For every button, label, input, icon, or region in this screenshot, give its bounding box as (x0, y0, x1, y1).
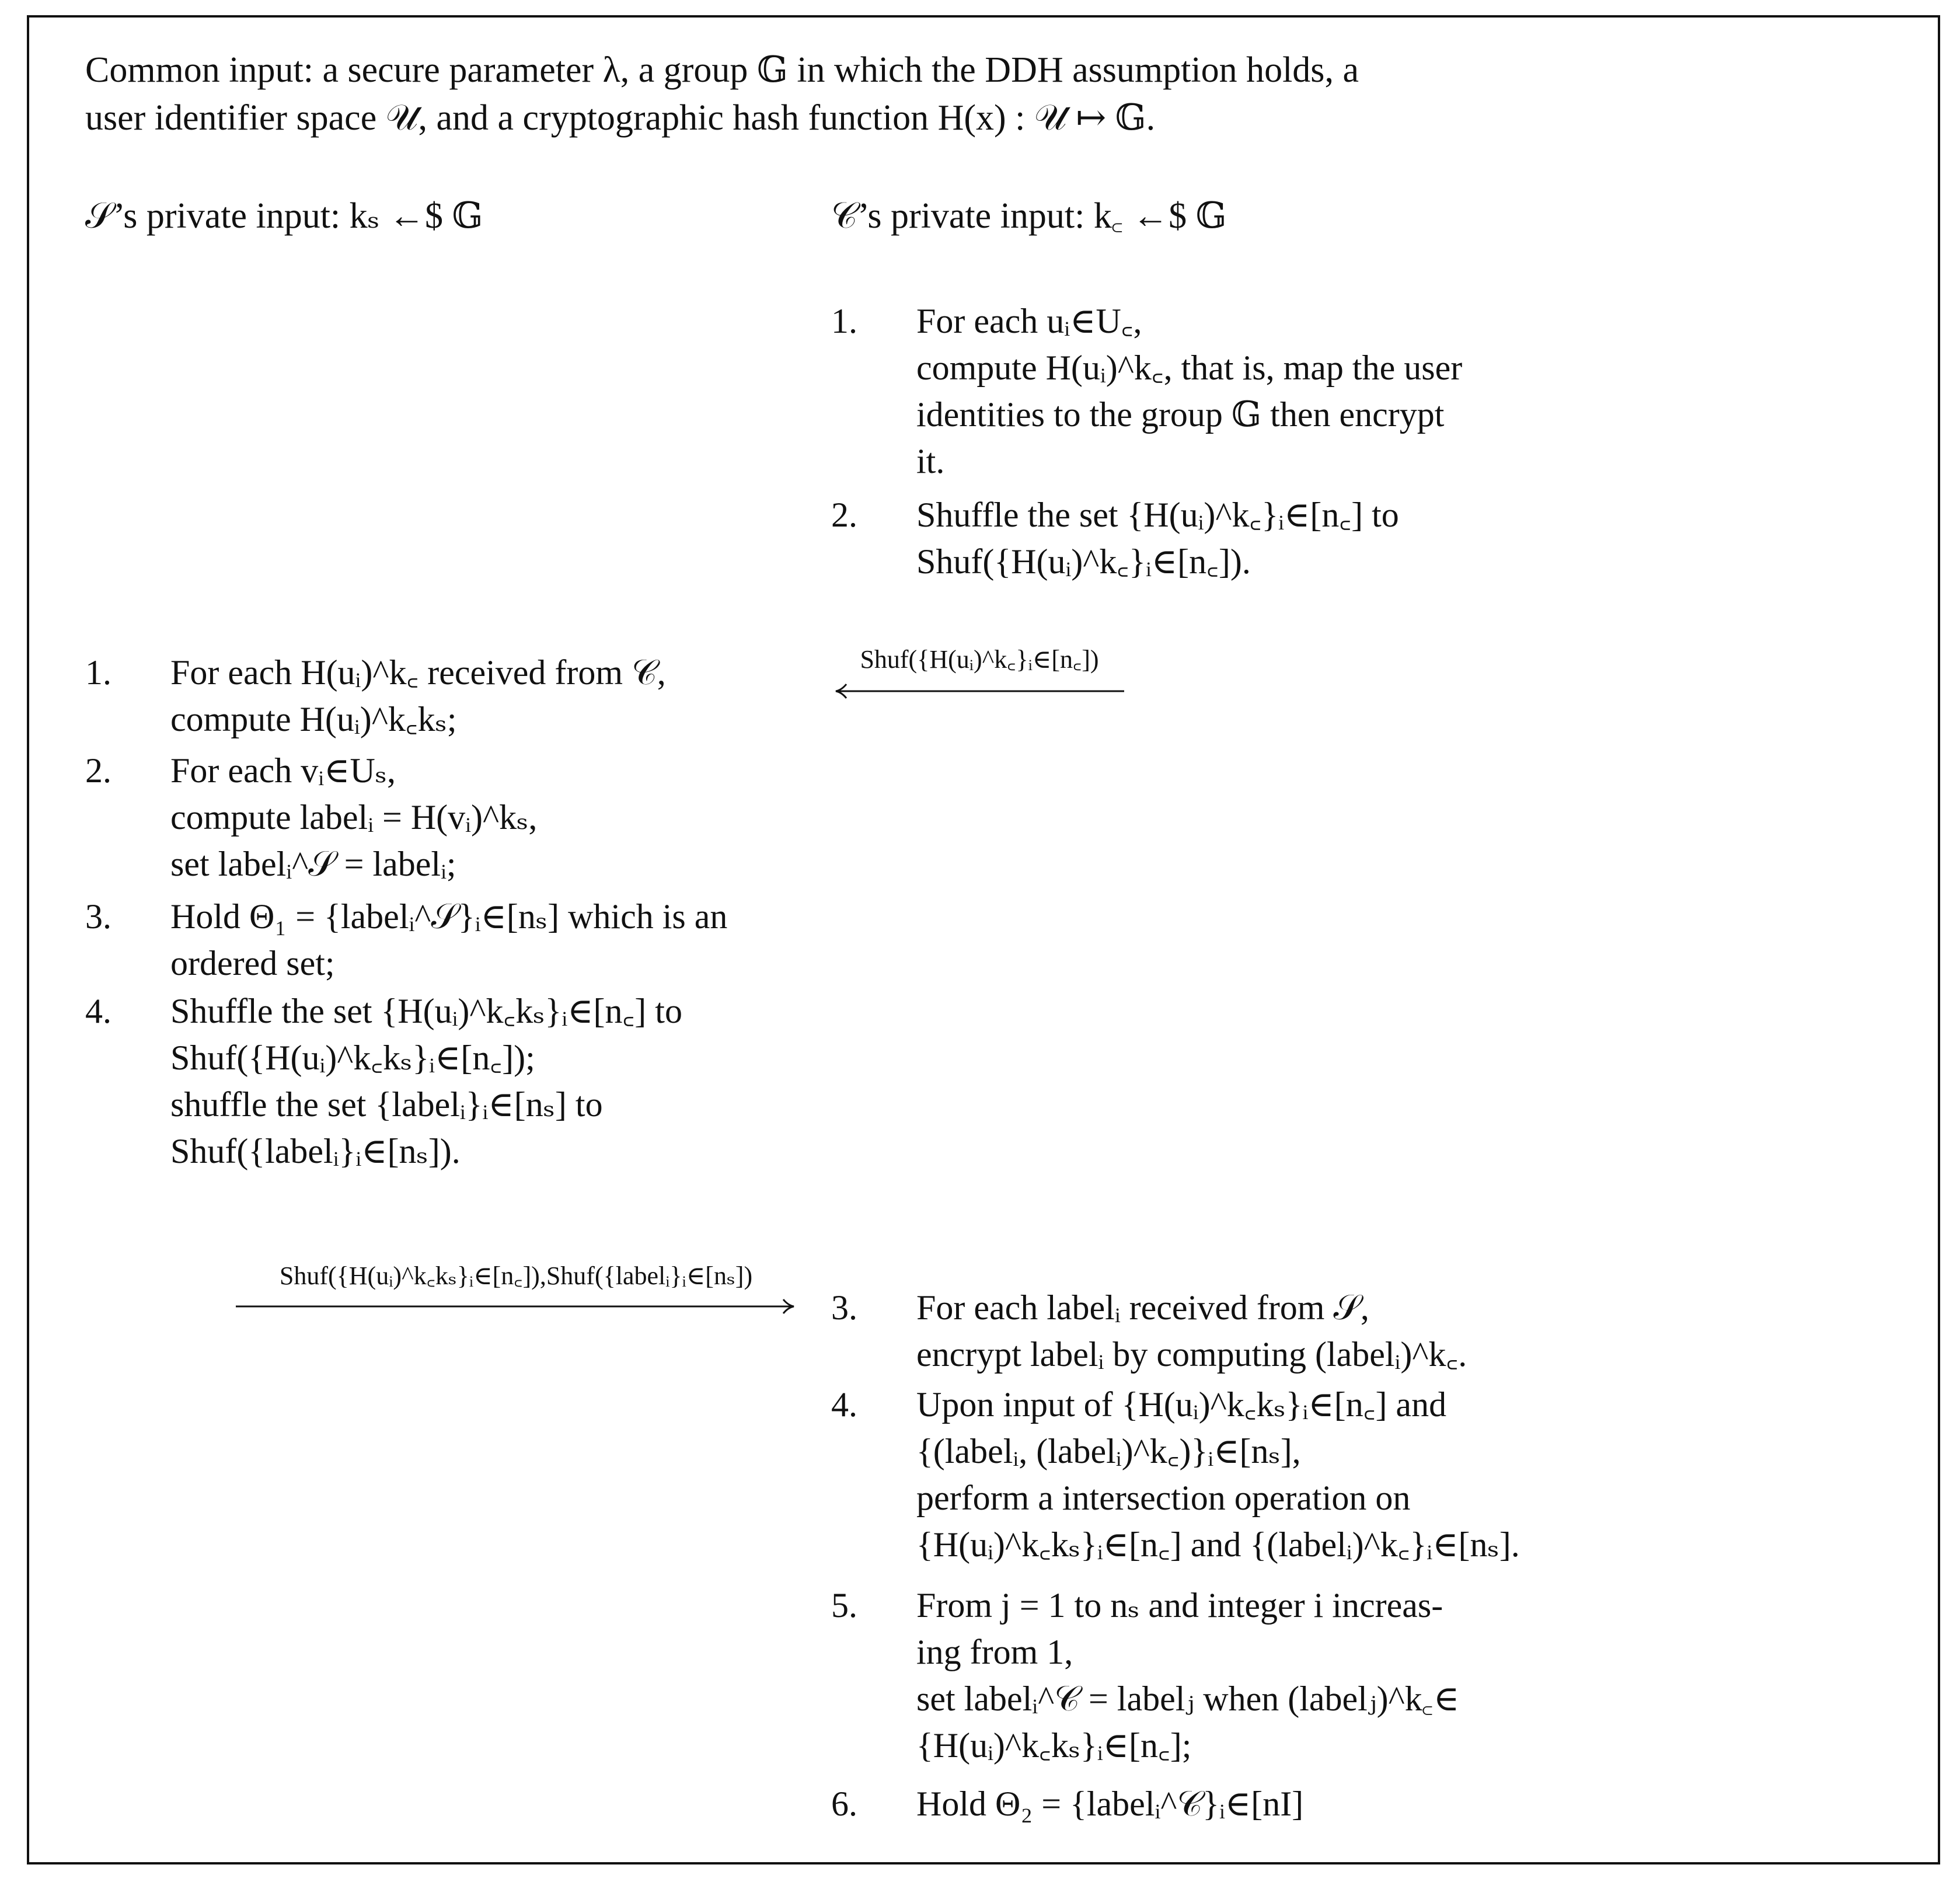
right-arrow-icon (236, 1299, 796, 1313)
step-text: Shuffle the set {H(uᵢ)^k꜀kₛ}ᵢ∈[n꜀] to Shuf({H(uᵢ)^k꜀kₛ}ᵢ∈[n꜀]); shuffle the set {labelᵢ}ᵢ∈[nₛ] to Shuf({labelᵢ}ᵢ∈[nₛ]). (170, 992, 682, 1170)
step-number: 3. (85, 897, 111, 936)
server-private-input: 𝒮’s private input: kₛ ←$ 𝔾 (85, 196, 483, 236)
step-number: 4. (831, 1385, 857, 1424)
step-text: Hold Θ₂ = {labelᵢ^𝒞}ᵢ∈[nI] (916, 1785, 1304, 1823)
step-text: Shuffle the set {H(uᵢ)^k꜀}ᵢ∈[n꜀] to Shuf({H(uᵢ)^k꜀}ᵢ∈[n꜀]). (916, 496, 1399, 581)
client-private-input: 𝒞’s private input: k꜀ ←$ 𝔾 (831, 196, 1227, 236)
step-number: 3. (831, 1288, 857, 1327)
common-input-line-1: Common input: a secure parameter λ, a group 𝔾 in which the DDH assumption holds, a (85, 50, 1359, 90)
step-text: For each vᵢ∈Uₛ, compute labelᵢ = H(vᵢ)^kₛ, set labelᵢ^𝒮 = labelᵢ; (170, 751, 538, 883)
step-number: 6. (831, 1785, 857, 1823)
left-arrow-icon (833, 684, 1125, 698)
step-text: For each labelᵢ received from 𝒮, encrypt labelᵢ by computing (labelᵢ)^k꜀. (916, 1288, 1467, 1374)
step-text: For each uᵢ∈U꜀, compute H(uᵢ)^k꜀, that is, map the user identities to the group 𝔾 then encrypt it. (916, 302, 1463, 480)
step-text: From j = 1 to nₛ and integer i increas- ing from 1, set labelᵢ^𝒞 = labelⱼ when (labelⱼ)^k꜀∈ {H(uᵢ)^k꜀kₛ}ᵢ∈[n꜀]; (916, 1586, 1460, 1765)
message-server-to-client-label: Shuf({H(uᵢ)^k꜀kₛ}ᵢ∈[n꜀]),Shuf({labelᵢ}ᵢ∈[nₛ]) (279, 1261, 753, 1290)
step-text: For each H(uᵢ)^k꜀ received from 𝒞, compute H(uᵢ)^k꜀kₛ; (170, 653, 666, 738)
step-number: 2. (85, 751, 111, 790)
step-number: 2. (831, 496, 857, 534)
message-client-to-server-label: Shuf({H(uᵢ)^k꜀}ᵢ∈[n꜀]) (860, 645, 1099, 674)
step-number: 4. (85, 992, 111, 1030)
common-input-line-2: user identifier space 𝒰, and a cryptographic hash function H(x) : 𝒰 ↦ 𝔾. (85, 98, 1156, 138)
step-number: 1. (85, 653, 111, 692)
step-number: 5. (831, 1586, 857, 1625)
step-number: 1. (831, 302, 857, 340)
step-text: Hold Θ₁ = {labelᵢ^𝒮}ᵢ∈[nₛ] which is an ordered set; (170, 897, 728, 982)
step-text: Upon input of {H(uᵢ)^k꜀kₛ}ᵢ∈[n꜀] and {(labelᵢ, (labelᵢ)^k꜀)}ᵢ∈[nₛ], perform a intersection operation on {H(uᵢ)^k꜀kₛ}ᵢ∈[n꜀] and {(labelᵢ)^k꜀}ᵢ∈[nₛ]. (916, 1385, 1520, 1564)
